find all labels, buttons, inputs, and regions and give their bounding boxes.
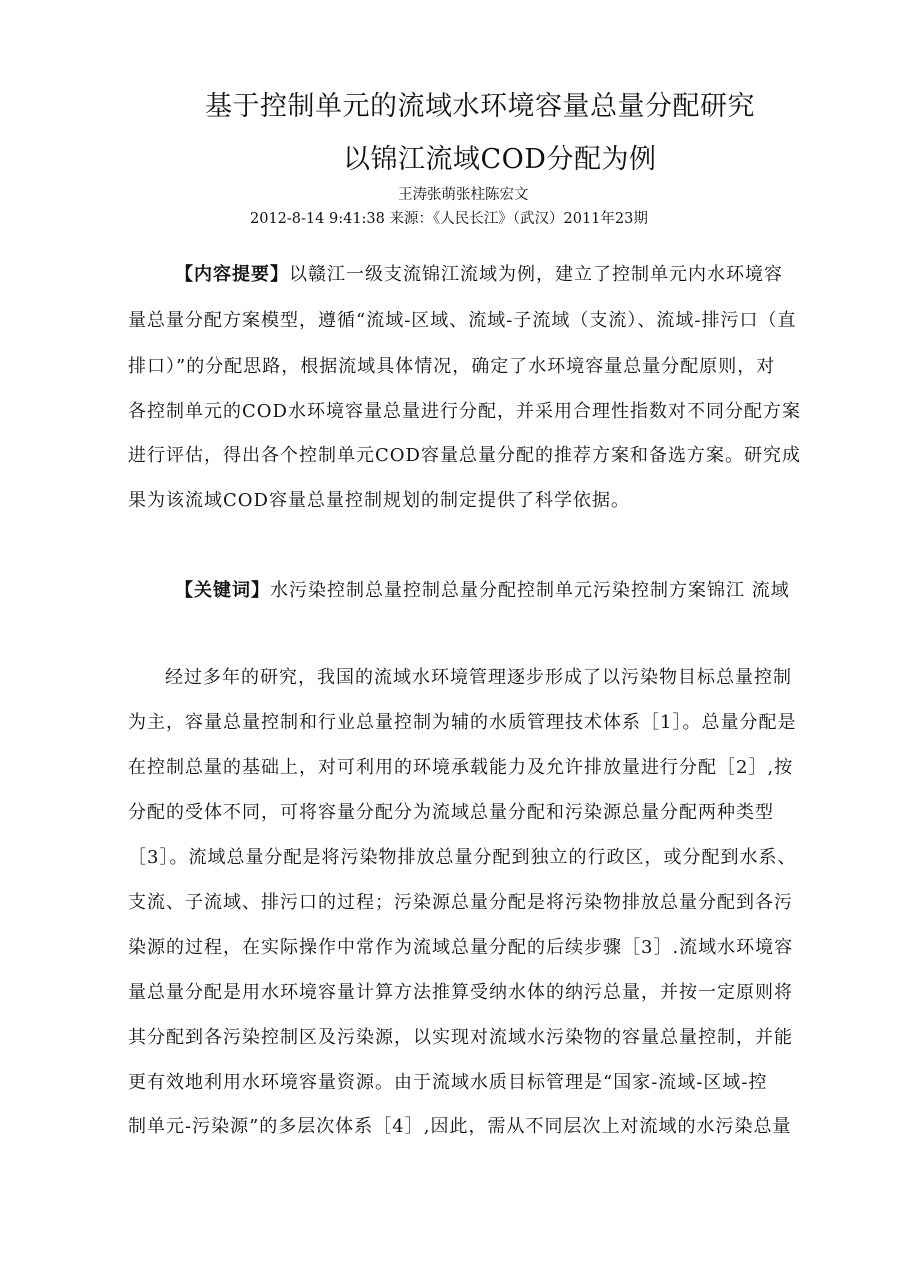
abstract-line-3: 排口）”的分配思路，根据流域具体情况，确定了水环境容量总量分配原则，对 [128, 356, 776, 377]
abstract-line-2: 量总量分配方案模型，遵循“流域-区域、流域-子流域（支流）、流域-排污口（直 [128, 310, 797, 331]
title-line-2: 以锦江流域COD分配为例 [343, 144, 657, 175]
body-line-1: 经过多年的研究，我国的流域水环境管理逐步形成了以污染物目标总量控制 [165, 667, 792, 688]
publication-info: 2012-8-14 9:41:38 来源：《人民长江》（武汉）2011年23期 [250, 211, 648, 227]
body-line-8: 量总量分配是用水环境容量计算方法推算受纳水体的纳污总量，并按一定原则将 [128, 982, 793, 1003]
abstract-line-6: 果为该流域COD容量总量控制规划的制定提供了科学依据。 [128, 490, 630, 511]
title-line-1: 基于控制单元的流域水环境容量总量分配研究 [205, 91, 755, 122]
keywords [175, 576, 790, 602]
abstract-label: 【内容提要】 [175, 264, 289, 285]
keywords-text: 水污染控制总量控制总量分配控制单元污染控制方案锦江 流域 [270, 580, 790, 601]
body-line-5: ［3］。流域总量分配是将污染物排放总量分配到独立的行政区，或分配到水系、 [128, 847, 797, 868]
body-line-3: 在控制总量的基础上，对可利用的环境承载能力及允许排放量进行分配［2］,按 [128, 757, 794, 778]
authors: 王涛张萌张柱陈宏文 [398, 187, 529, 203]
body-line-2: 为主，容量总量控制和行业总量控制为辅的水质管理技术体系［1］。总量分配是 [128, 712, 797, 733]
body-line-4: 分配的受体不同，可将容量分配分为流域总量分配和污染源总量分配两种类型 [128, 802, 774, 823]
body-line-7: 染源的过程，在实际操作中常作为流域总量分配的后续步骤［3］.流域水环境容 [128, 937, 794, 958]
body-line-11: 制单元-污染源”的多层次体系［4］,因此，需从不同层次上对流域的水污染总量 [128, 1116, 792, 1137]
abstract-line-1 [175, 260, 783, 286]
body-line-6: 支流、子流域、排污口的过程；污染源总量分配是将污染物排放总量分配到各污 [128, 892, 793, 913]
body-line-9: 其分配到各污染控制区及污染源，以实现对流域水污染物的容量总量控制，并能 [128, 1027, 793, 1048]
abstract-line-5: 进行评估，得出各个控制单元COD容量总量分配的推荐方案和备选方案。研究成 [128, 445, 801, 466]
abstract-text: 以赣江一级支流锦江流域为例，建立了控制单元内水环境容 [289, 264, 783, 285]
body-line-10: 更有效地利用水环境容量资源。由于流域水质目标管理是“国家-流域-区域-控 [128, 1072, 768, 1093]
abstract-line-4: 各控制单元的COD水环境容量总量进行分配，并采用合理性指数对不同分配方案 [128, 401, 801, 422]
keywords-label: 【关键词】 [175, 580, 270, 601]
